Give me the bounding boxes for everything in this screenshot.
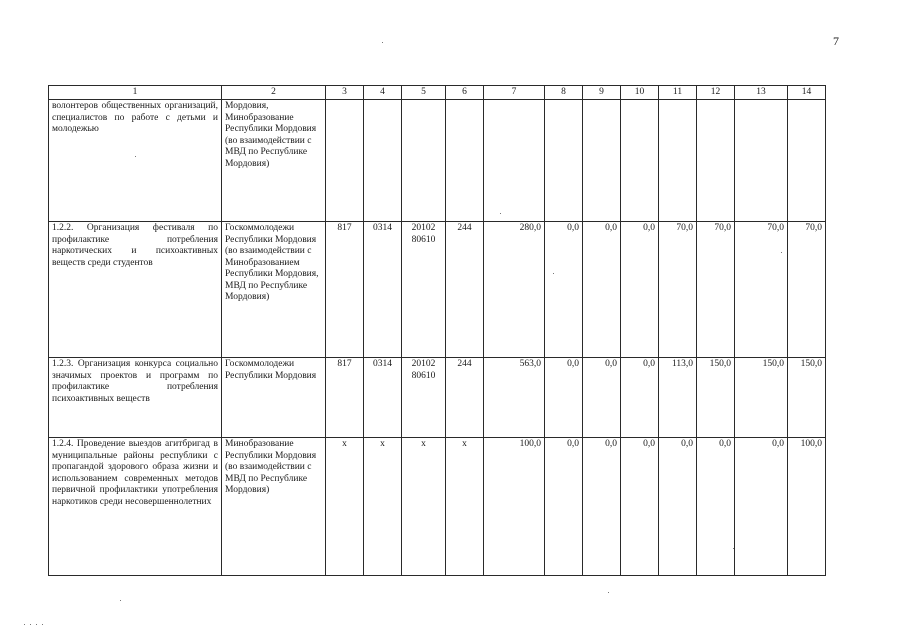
table-row [49, 438, 826, 576]
year-value-cell [697, 100, 735, 222]
header-cell-6: 6 [446, 86, 484, 100]
total-cell: 280,0 [484, 222, 545, 358]
total-cell [484, 100, 545, 222]
section-code-cell [364, 100, 402, 222]
expense-type-cell: 244 [446, 222, 484, 358]
year-value-cell: 0,0 [545, 222, 583, 358]
expense-type-cell [446, 100, 484, 222]
header-cell-9: 9 [583, 86, 621, 100]
header-cell-11: 11 [659, 86, 697, 100]
year-value-cell: 0,0 [545, 358, 583, 438]
total-cell: 100,0 [484, 438, 545, 576]
article-code-cell: 20102 80610 [402, 358, 446, 438]
year-value-cell: 150,0 [697, 358, 735, 438]
gr-code-cell [326, 100, 364, 222]
year-value-cell: 0,0 [545, 438, 583, 576]
header-cell-3: 3 [326, 86, 364, 100]
header-cell-14: 14 [788, 86, 826, 100]
year-value-cell: 100,0 [788, 438, 826, 576]
gr-code-cell: х [326, 438, 364, 576]
gr-code-cell: 817 [326, 222, 364, 358]
year-value-cell: 0,0 [621, 438, 659, 576]
year-value-cell: 0,0 [735, 438, 788, 576]
year-value-cell [545, 100, 583, 222]
article-code-cell: х [402, 438, 446, 576]
total-cell: 563,0 [484, 358, 545, 438]
header-cell-10: 10 [621, 86, 659, 100]
year-value-cell [659, 100, 697, 222]
year-value-cell: 0,0 [621, 222, 659, 358]
year-value-cell [735, 100, 788, 222]
year-value-cell [583, 100, 621, 222]
header-cell-2: 2 [222, 86, 326, 100]
expense-type-cell: 244 [446, 358, 484, 438]
header-row [49, 86, 826, 100]
table-row [49, 222, 826, 358]
executor-cell: Госкоммолодежи Республики Мордовия [222, 358, 326, 438]
page-number: 7 [833, 34, 839, 48]
year-value-cell: 113,0 [659, 358, 697, 438]
year-value-cell: 0,0 [583, 358, 621, 438]
header-cell-13: 13 [735, 86, 788, 100]
year-value-cell: 70,0 [788, 222, 826, 358]
executor-cell: Минобразование Республики Мордовия (во взаимодействии с МВД по Республике Мордовия) [222, 438, 326, 576]
gr-code-cell: 817 [326, 358, 364, 438]
year-value-cell: 0,0 [621, 358, 659, 438]
header-cell-5: 5 [402, 86, 446, 100]
year-value-cell: 0,0 [659, 438, 697, 576]
header-cell-8: 8 [545, 86, 583, 100]
measure-cell: 1.2.3. Организация конкурса социально значимых проектов и программ по профилактике потребления психоактивных веществ [49, 358, 222, 438]
header-cell-12: 12 [697, 86, 735, 100]
section-code-cell: 0314 [364, 222, 402, 358]
header-cell-1: 1 [49, 86, 222, 100]
article-code-cell [402, 100, 446, 222]
year-value-cell: 70,0 [659, 222, 697, 358]
measure-cell: волонтеров общественных организаций, специалистов по работе с детьми и молодежью [49, 100, 222, 222]
section-code-cell: 0314 [364, 358, 402, 438]
header-cell-7: 7 [484, 86, 545, 100]
table-row [49, 100, 826, 222]
section-code-cell: х [364, 438, 402, 576]
budget-table [48, 85, 826, 576]
year-value-cell: 70,0 [735, 222, 788, 358]
executor-cell: Мордовия, Минобразование Республики Мордовия (во взаимодействии с МВД по Республике Мордовия) [222, 100, 326, 222]
header-cell-4: 4 [364, 86, 402, 100]
year-value-cell: 70,0 [697, 222, 735, 358]
year-value-cell: 150,0 [788, 358, 826, 438]
year-value-cell: 150,0 [735, 358, 788, 438]
year-value-cell: 0,0 [697, 438, 735, 576]
year-value-cell: 0,0 [583, 222, 621, 358]
measure-cell: 1.2.4. Проведение выездов агитбригад в муниципальные районы республики с пропагандой здорового образа жизни и использованием современных методов первичной профилактики употребления наркотиков среди несовершеннолетних [49, 438, 222, 576]
article-code-cell: 20102 80610 [402, 222, 446, 358]
table-row [49, 358, 826, 438]
executor-cell: Госкоммолодежи Республики Мордовия (во взаимодействии с Минобразованием Республики Мордовия, МВД по Республике Мордовия) [222, 222, 326, 358]
year-value-cell: 0,0 [583, 438, 621, 576]
measure-cell: 1.2.2. Организация фестиваля по профилактике потребления наркотических и психоактивных веществ среди студентов [49, 222, 222, 358]
expense-type-cell: х [446, 438, 484, 576]
year-value-cell [788, 100, 826, 222]
year-value-cell [621, 100, 659, 222]
